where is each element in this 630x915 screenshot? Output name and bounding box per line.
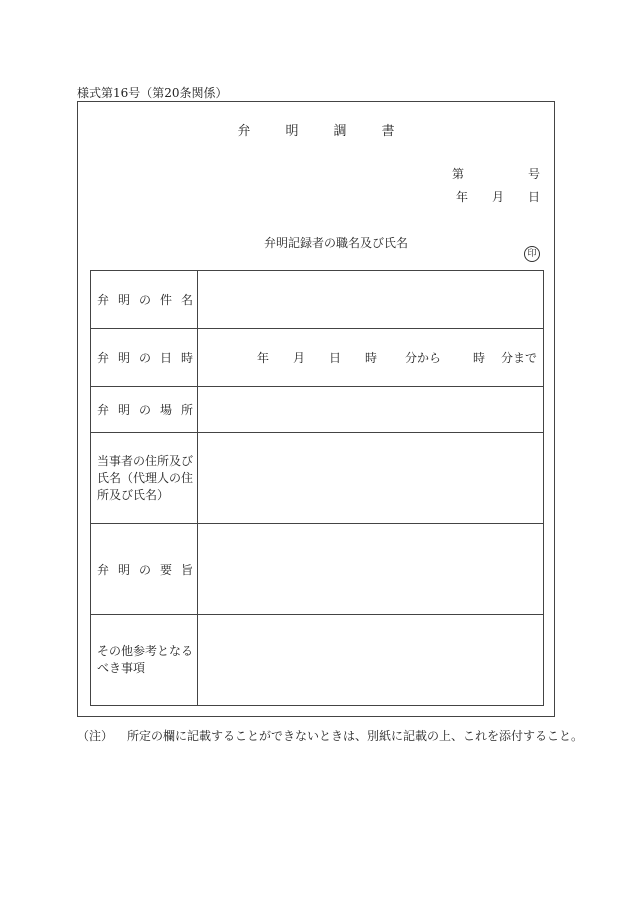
- label-char: 弁: [97, 562, 110, 577]
- footnote-tag: （注）: [77, 729, 114, 743]
- label-char: 明: [117, 293, 130, 307]
- label-char: 時: [180, 351, 193, 365]
- recorder-title-name: 弁明記録者の職名及び氏名: [264, 236, 409, 250]
- label-char: 明: [117, 562, 130, 577]
- date-year: 年: [456, 190, 469, 204]
- datetime-hour-end: 時: [472, 351, 485, 365]
- field-subject[interactable]: [198, 271, 544, 329]
- label-char: の: [138, 293, 151, 307]
- datetime-minute-from: 分から: [404, 351, 441, 365]
- label-other: [91, 615, 198, 706]
- field-place[interactable]: [198, 387, 544, 433]
- document-number-line: [452, 165, 540, 182]
- label-line: 当事者の住所及び: [97, 453, 194, 468]
- label-char: 弁: [97, 351, 110, 365]
- title-char: 弁: [237, 124, 251, 139]
- seal-mark: 印: [524, 246, 540, 262]
- footnote: [77, 727, 583, 744]
- form-number: 様式第16号（第20条関係）: [77, 86, 228, 100]
- table-row-place: [91, 387, 544, 433]
- label-datetime: [91, 329, 198, 387]
- table-row-subject: [91, 271, 544, 329]
- label-summary: [91, 524, 198, 615]
- label-line: 氏名（代理人の住: [97, 470, 194, 485]
- datetime-minute-until: 分まで: [500, 351, 537, 365]
- label-char: 旨: [180, 562, 193, 577]
- date-month: 月: [492, 190, 505, 204]
- label-char: 弁: [97, 403, 110, 417]
- number-prefix: 第: [452, 167, 465, 181]
- label-char: 明: [117, 351, 130, 365]
- footnote-text: 所定の欄に記載することができないときは、別紙に記載の上、これを添付すること。: [127, 729, 584, 743]
- label-char: 名: [180, 293, 193, 307]
- datetime-year: 年: [256, 351, 269, 365]
- table-row-parties: [91, 433, 544, 524]
- label-line: べき事項: [97, 661, 146, 675]
- title-char: 書: [381, 124, 395, 139]
- datetime-day: 日: [328, 351, 341, 365]
- label-parties: [91, 433, 198, 524]
- label-char: 件: [159, 293, 172, 307]
- document-frame: [77, 101, 555, 717]
- number-suffix: 号: [528, 167, 541, 181]
- datetime-hour: 時: [364, 351, 377, 365]
- label-char: 場: [159, 403, 172, 417]
- document-date-line: [456, 188, 540, 205]
- table-row-other: [91, 615, 544, 706]
- label-line: 所及び氏名）: [97, 487, 170, 502]
- date-day: 日: [528, 190, 541, 204]
- document-title: [78, 120, 554, 139]
- label-char: 日: [159, 351, 172, 365]
- label-char: の: [138, 562, 151, 577]
- label-char: の: [138, 403, 151, 417]
- label-line: その他参考となる: [97, 644, 194, 658]
- field-other[interactable]: [198, 615, 544, 706]
- field-datetime[interactable]: [198, 329, 544, 387]
- label-char: 要: [159, 562, 172, 577]
- field-summary[interactable]: [198, 524, 544, 615]
- label-char: 所: [180, 403, 193, 417]
- field-parties[interactable]: [198, 433, 544, 524]
- table-row-summary: [91, 524, 544, 615]
- label-subject: [91, 271, 198, 329]
- title-char: 調: [333, 124, 347, 139]
- title-char: 明: [285, 124, 299, 139]
- form-table: [90, 270, 544, 706]
- table-row-datetime: [91, 329, 544, 387]
- label-place: [91, 387, 198, 433]
- datetime-month: 月: [292, 351, 305, 365]
- label-char: 弁: [97, 293, 110, 307]
- label-char: 明: [117, 403, 130, 417]
- label-char: の: [138, 351, 151, 365]
